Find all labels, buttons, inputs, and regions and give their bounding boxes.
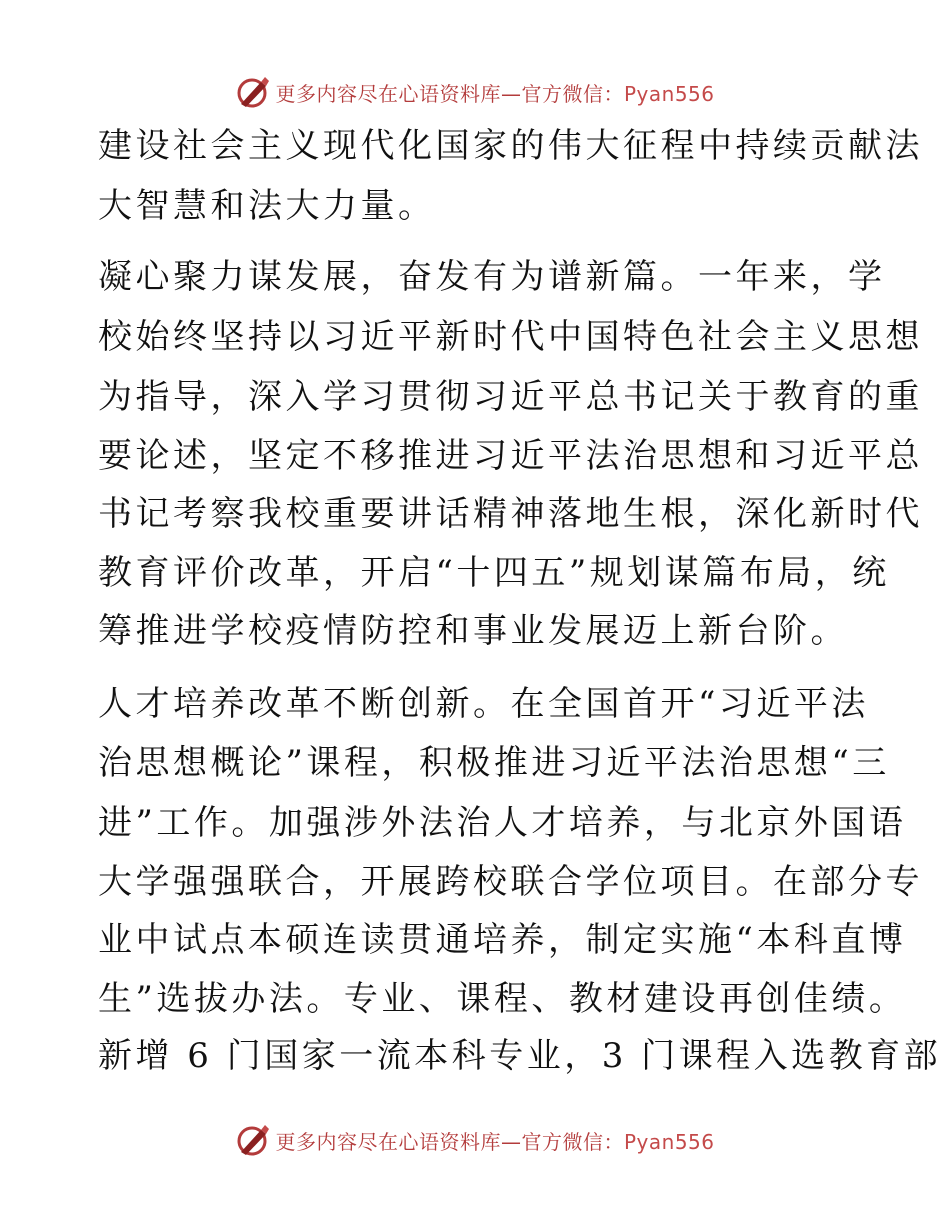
body-text-line: 筹推进学校疫情防控和事业发展迈上新台阶。 — [98, 611, 848, 651]
body-text-line: 生”选拔办法。专业、课程、教材建设再创佳绩。 — [98, 979, 907, 1019]
header-watermark — [0, 72, 950, 112]
footer-watermark — [0, 1120, 950, 1160]
body-text-line: 教育评价改革，开启“十四五”规划谋篇布局，统 — [98, 553, 890, 593]
body-text-line: 治思想概论”课程，积极推进习近平法治思想“三 — [98, 743, 890, 783]
body-text-line: 新增 6 门国家一流本科专业，3 门课程入选教育部 — [98, 1036, 942, 1076]
pen-logo-icon — [235, 1122, 271, 1158]
body-text-line: 校始终坚持以习近平新时代中国特色社会主义思想 — [98, 317, 923, 357]
body-text-line: 业中试点本硕连读贯通培养，制定实施“本科直博 — [98, 920, 907, 960]
body-text-line: 要论述，坚定不移推进习近平法治思想和习近平总 — [98, 436, 923, 476]
body-text-line: 建设社会主义现代化国家的伟大征程中持续贡献法 — [98, 126, 923, 166]
paragraph-first-line: 人才培养改革不断创新。在全国首开“习近平法 — [98, 684, 869, 724]
body-text-line: 大学强强联合，开展跨校联合学位项目。在部分专 — [98, 862, 923, 902]
watermark-text: 更多内容尽在心语资料库—官方微信：Pyan556 — [275, 81, 715, 106]
body-text-line: 进”工作。加强涉外法治人才培养，与北京外国语 — [98, 803, 907, 843]
body-text-line: 为指导，深入学习贯彻习近平总书记关于教育的重 — [98, 377, 923, 417]
watermark-text: 更多内容尽在心语资料库—官方微信：Pyan556 — [275, 1129, 715, 1154]
body-text-line: 大智慧和法大力量。 — [98, 186, 436, 226]
pen-logo-icon — [235, 74, 271, 110]
body-text-line: 书记考察我校重要讲话精神落地生根，深化新时代 — [98, 494, 923, 534]
paragraph-first-line: 凝心聚力谋发展，奋发有为谱新篇。一年来，学 — [98, 257, 886, 297]
